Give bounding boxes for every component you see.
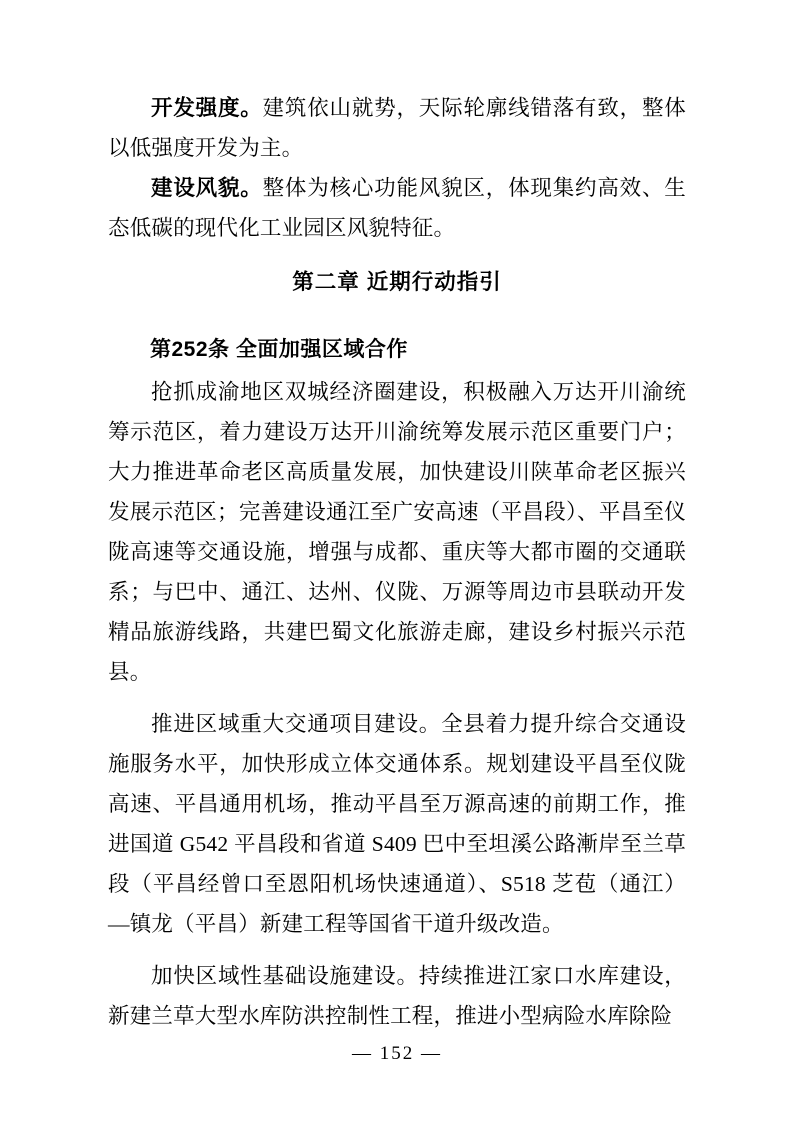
paragraph-construction-style <box>108 168 686 248</box>
chapter-heading: 第二章 近期行动指引 <box>292 270 502 294</box>
spacer <box>108 692 686 702</box>
paragraph-text-construction-style: 整体为核心功能风貌区，体现集约高效、生态低碳的现代化工业园区风貌特征。 <box>108 176 686 240</box>
spacer <box>108 308 686 318</box>
document-body <box>108 88 686 1036</box>
paragraph-infrastructure: 加快区域性基础设施建设。持续推进江家口水库建设，新建兰草大型水库防洪控制性工程，推进小型病险水库除险 <box>108 964 686 1028</box>
paragraph-text-development-intensity: 建筑依山就势，天际轮廓线错落有致，整体以低强度开发为主。 <box>108 96 686 160</box>
paragraph-lead-construction-style: 建设风貌。 <box>151 176 263 200</box>
paragraph-development-intensity <box>108 88 686 168</box>
article-heading-252: 第252条 全面加强区域合作 <box>150 338 408 361</box>
paragraph-transport-projects: 推进区域重大交通项目建设。全县着力提升综合交通设施服务水平，加快形成立体交通体系。规划建设平昌至仪陇高速、平昌通用机场，推动平昌至万源高速的前期工作，推进国道 G542 平昌段和省道 S409 巴中至坦溪公路漸岸至兰草段（平昌经曾口至恩阳机场快速通道）、S518 芝苞（通江）—镇龙（平昌）新建工程等国省干道升级改造。 <box>108 712 686 936</box>
paragraph-regional-cooperation: 抢抓成渝地区双城经济圈建设，积极融入万达开川渝统筹示范区，着力建设万达开川渝统筹发展示范区重要门户；大力推进革命老区高质量发展，加快建设川陕革命老区振兴发展示范区；完善建设通江至广安高速（平昌段）、平昌至仪陇高速等交通设施，增强与成都、重庆等大都市圈的交通联系；与巴中、通江、达州、仪陇、万源等周边市县联动开发精品旅游线路，共建巴蜀文化旅游走廊，建设乡村振兴示范县。 <box>108 380 686 684</box>
page-number-footer: — 152 — <box>352 1043 442 1064</box>
paragraph-lead-development-intensity: 开发强度。 <box>151 96 263 120</box>
spacer <box>108 944 686 954</box>
